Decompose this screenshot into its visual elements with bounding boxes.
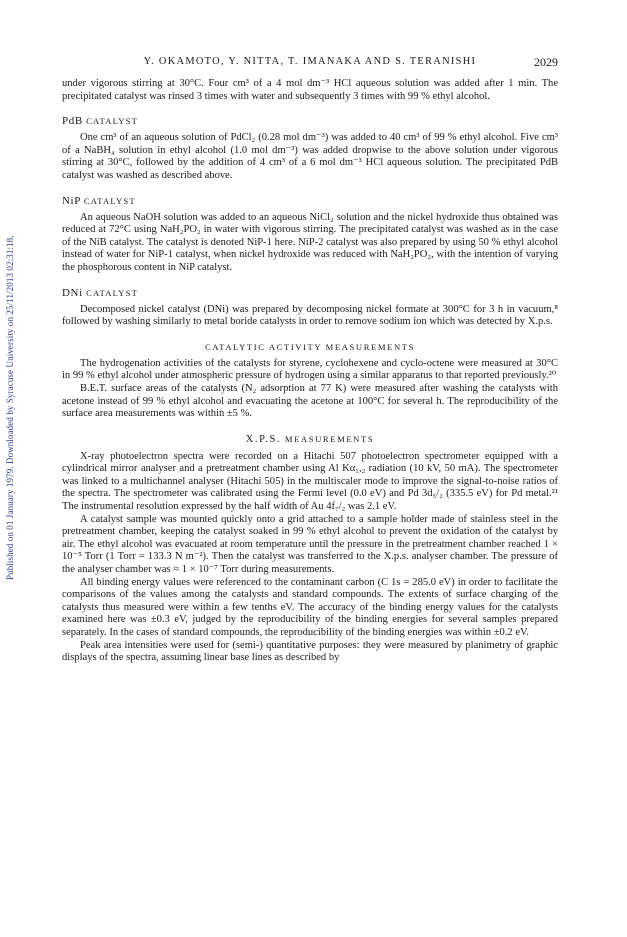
xps-paragraph-2: A catalyst sample was mounted quickly onto a grid attached to a sample holder made of stainless steel in the pretreatment chamber, keeping the catalyst soaked in 99 % ethyl alcohol to prevent the oxidation of the catalyst by air. The ethyl alcohol was evacuated at room temperature until the pressure in the pretreatment chamber reached 1 × 10⁻⁵ Torr (1 Torr = 133.3 N m⁻²). Then the catalyst was transferred to the X.p.s. analyser chamber. The pressure of the analyser chamber was ≈ 1 × 10⁻⁷ Torr during measurements.: [62, 513, 558, 576]
nip-heading-small: CATALYST: [83, 195, 136, 206]
nip-heading-main: NiP: [62, 194, 81, 207]
dni-heading: [62, 287, 558, 299]
page-number: 2029: [534, 55, 558, 69]
pdb-heading: [62, 115, 558, 127]
dni-paragraph: Decomposed nickel catalyst (DNi) was prepared by decomposing nickel formate at 300°C for 3 h in vacuum,⁸ followed by washing similarly to metal boride catalysts in order to remove sodium ion which was detected by X.p.s.: [62, 303, 558, 328]
running-head: Y. OKAMOTO, Y. NITTA, T. IMANAKA AND S. TERANISHI: [143, 56, 477, 67]
xps-heading-main: X.P.S.: [245, 433, 282, 445]
intro-paragraph: under vigorous stirring at 30°C. Four cm³ of a 4 mol dm⁻³ HCl aqueous solution was added after 1 min. The precipitated catalyst was rinsed 3 times with water and subsequently 3 times with 99 % ethyl alcohol.: [62, 78, 558, 102]
activity-heading: CATALYTIC ACTIVITY MEASUREMENTS: [204, 341, 416, 352]
pdb-heading-small: CATALYST: [86, 116, 139, 127]
dni-heading-small: CATALYST: [86, 287, 139, 298]
download-watermark: Published on 01 January 1979. Downloaded by Syracuse University on 25/11/2013 02:31:18.: [5, 235, 15, 580]
nip-heading: [62, 195, 558, 207]
xps-paragraph-4: Peak area intensities were used for (semi-) quantitative purposes: they were measured by planimetry of graphic displays of the spectra, assuming linear base lines as described by: [62, 639, 558, 664]
xps-paragraph-3: All binding energy values were referenced to the contaminant carbon (C 1s = 285.0 eV) in order to facilitate the comparisons of the values among the catalysts and standard compounds. The extents of surface charging of the catalysts thus measured were within a few tenths eV. The accuracy of the binding energy values for the catalysts examined here was ±0.3 eV, judged by the reproducibility of the binding energies for several samples prepared separately. In the cases of standard compounds, the reproducibility of the binding energies was within ±0.2 eV.: [62, 576, 558, 638]
pdb-paragraph: One cm³ of an aqueous solution of PdCl₂ (0.28 mol dm⁻³) was added to 40 cm³ of 99 % ethyl alcohol. Five cm³ of a NaBH₄ solution in ethyl alcohol (1.0 mol dm⁻³) was added dropwise to the above solution under vigorous stirring at 30°C, followed by the addition of 4 cm³ of a 6 mol dm⁻³ HCl aqueous solution. The precipitated PdB catalyst was washed as described above.: [62, 132, 558, 181]
nip-paragraph: An aqueous NaOH solution was added to an aqueous NiCl₂ solution and the nickel hydroxide thus obtained was reduced at 72°C using NaH₂PO₂ in water with vigorous stirring. The precipitated catalyst was washed as in the case of the NiB catalyst. The catalyst is denoted NiP-1 here. NiP-2 catalyst was also prepared by using 50 % ethyl alcohol instead of water for NiP-1 catalyst, when nickel hydroxide was reduced with NaH₂PO₂, with the intention of varying the phosphorous content in NiP catalyst.: [62, 211, 558, 273]
dni-heading-main: DNi: [62, 286, 83, 299]
xps-paragraph-1: X-ray photoelectron spectra were recorded on a Hitachi 507 photoelectron spectrometer equipped with a cylindrical mirror analyser and a pretreatment chamber using Al Kα₁,₂ radiation (10 kV, 50 mA). The spectrometer was linked to a multichannel analyser (Hitachi 505) in the multiscaler mode to improve the signal-to-noise ratios of the spectra. The spectrometer was calibrated using the Fermi level (0.0 eV) and Pd 3d₅/₂ (335.5 eV) for Pd metal.²¹ The instrumental resolution expressed by the half width of Au 4f₇/₂ was 2.1 eV.: [62, 450, 558, 513]
page-body: [62, 56, 558, 665]
xps-heading: [62, 434, 558, 445]
activity-paragraph-1: The hydrogenation activities of the catalysts for styrene, cyclohexene and cyclo-octene were measured at 30°C in 99 % ethyl alcohol under atmospheric pressure of hydrogen using a similar apparatus to that reported previously.²⁰: [62, 357, 558, 382]
page-header: [62, 56, 558, 78]
pdb-heading-main: PdB: [62, 115, 83, 128]
xps-heading-small: MEASUREMENTS: [284, 433, 375, 444]
activity-paragraph-2: B.E.T. surface areas of the catalysts (N₂ adsorption at 77 K) were measured after washing the catalysts with acetone instead of 99 % ethyl alcohol and evacuating the acetone at 100°C for several h. The reproducibility of the surface area measurements was within ±5 %.: [62, 382, 558, 420]
